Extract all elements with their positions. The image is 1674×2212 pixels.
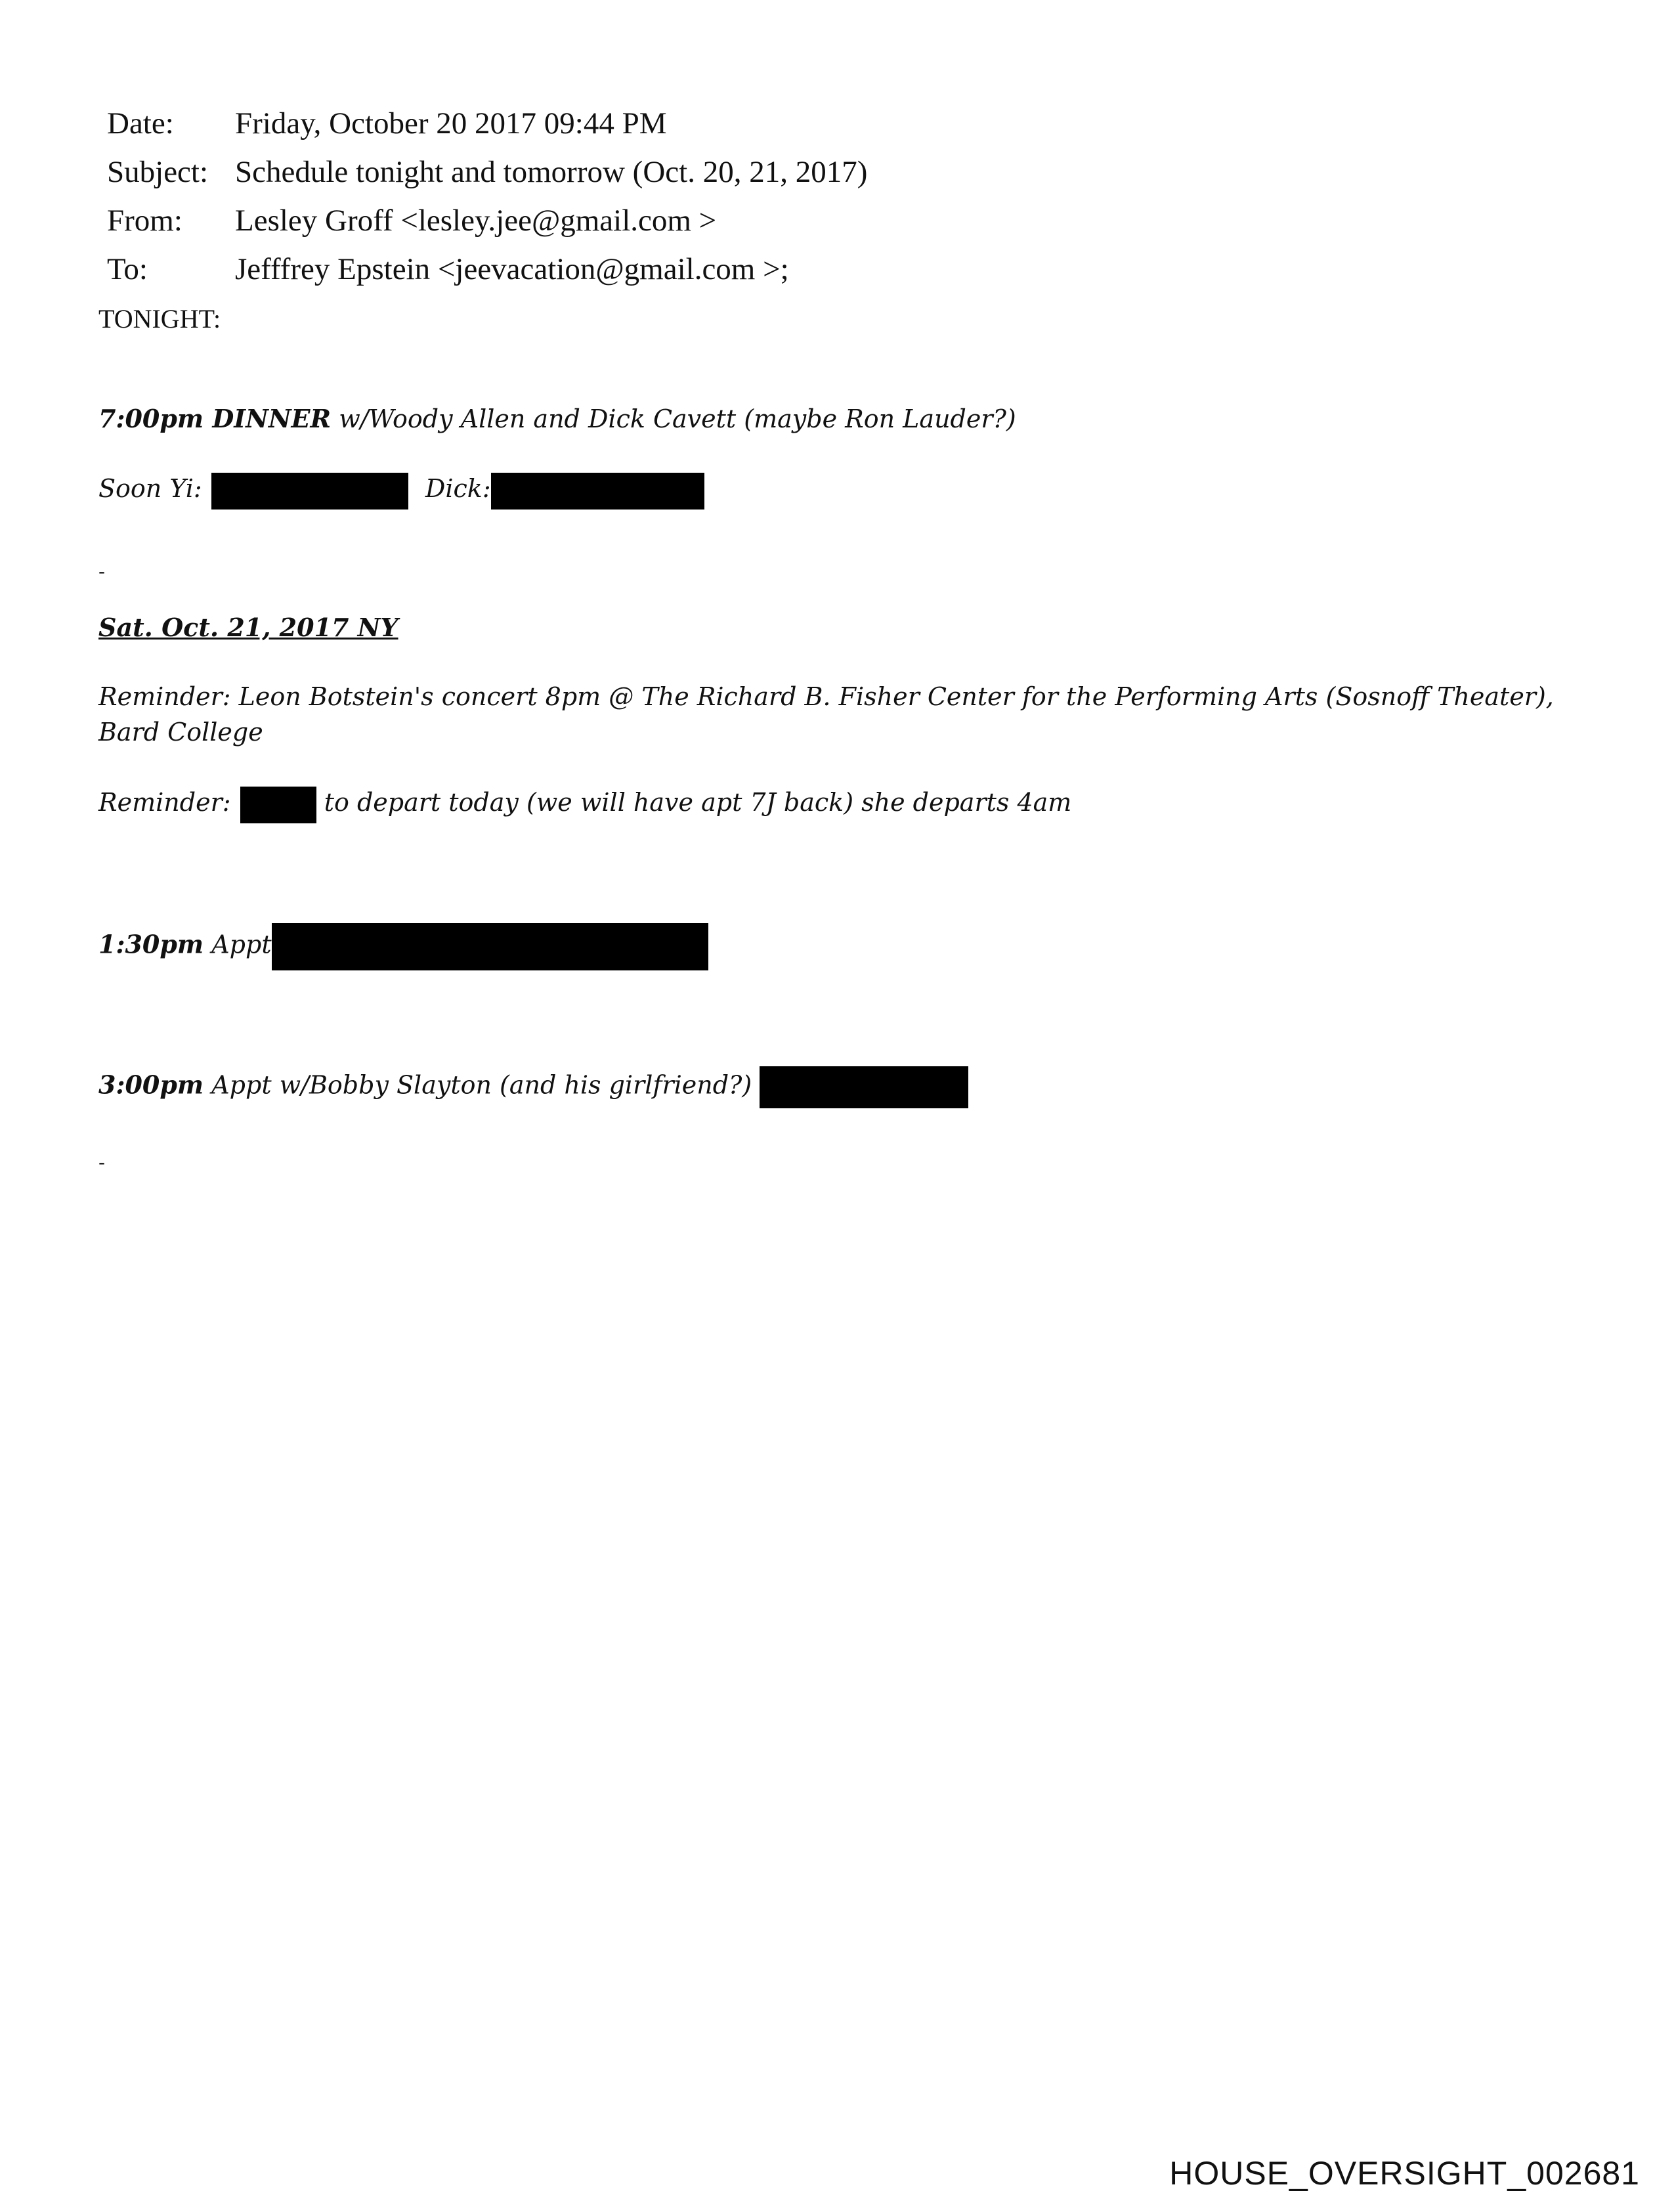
header-subject-row <box>107 154 867 190</box>
from-label: From: <box>107 204 182 238</box>
subject-label: Subject: <box>107 155 209 189</box>
dinner-time: 7:00pm DINNER <box>98 404 332 433</box>
separator-dash: - <box>98 1152 105 1173</box>
date-value: Friday, October 20 2017 09:44 PM <box>235 106 667 141</box>
header-to-row <box>107 251 789 288</box>
redaction-block <box>272 923 708 970</box>
to-label: To: <box>107 252 148 286</box>
dinner-line <box>98 402 1016 436</box>
date-label: Date: <box>107 106 174 141</box>
dinner-text: w/Woody Allen and Dick Cavett (maybe Ron Lauder?) <box>331 404 1016 433</box>
appointment-1-line <box>98 923 708 970</box>
redaction-block <box>211 473 408 510</box>
redaction-block <box>240 787 316 823</box>
dick-label: Dick: <box>425 474 491 503</box>
contacts-line <box>98 471 704 510</box>
depart-suffix: to depart today (we will have apt 7J back) she departs 4am <box>324 788 1072 817</box>
appointment-2-text: Appt w/Bobby Slayton (and his girlfriend?) <box>211 1070 752 1100</box>
appointment-1-time: 1:30pm <box>98 929 204 959</box>
depart-reminder <box>98 785 1071 823</box>
bates-number: HOUSE_OVERSIGHT_002681 <box>1169 2155 1640 2192</box>
subject-value: Schedule tonight and tomorrow (Oct. 20, 21, 2017) <box>235 155 868 189</box>
depart-prefix: Reminder: <box>98 788 231 817</box>
soon-yi-label: Soon Yi: <box>98 474 202 503</box>
redaction-block <box>491 473 704 510</box>
header-date-row <box>107 105 667 142</box>
from-value: Lesley Groff <lesley.jee@gmail.com > <box>235 204 717 238</box>
tonight-heading: TONIGHT: <box>98 304 221 334</box>
appointment-2-time: 3:00pm <box>98 1070 204 1100</box>
concert-reminder: Reminder: Leon Botstein's concert 8pm @ The Richard B. Fisher Center for the Performing Arts (Sosnoff Theater), Bard College <box>98 682 1554 747</box>
saturday-heading: Sat. Oct. 21, 2017 NY <box>98 613 398 642</box>
redaction-block <box>760 1066 968 1108</box>
appointment-1-text: Appt <box>211 930 272 959</box>
to-value: Jefffrey Epstein <jeevacation@gmail.com >; <box>235 252 789 286</box>
header-from-row <box>107 202 716 239</box>
appointment-2-line <box>98 1066 968 1108</box>
separator-dash: - <box>98 561 105 582</box>
